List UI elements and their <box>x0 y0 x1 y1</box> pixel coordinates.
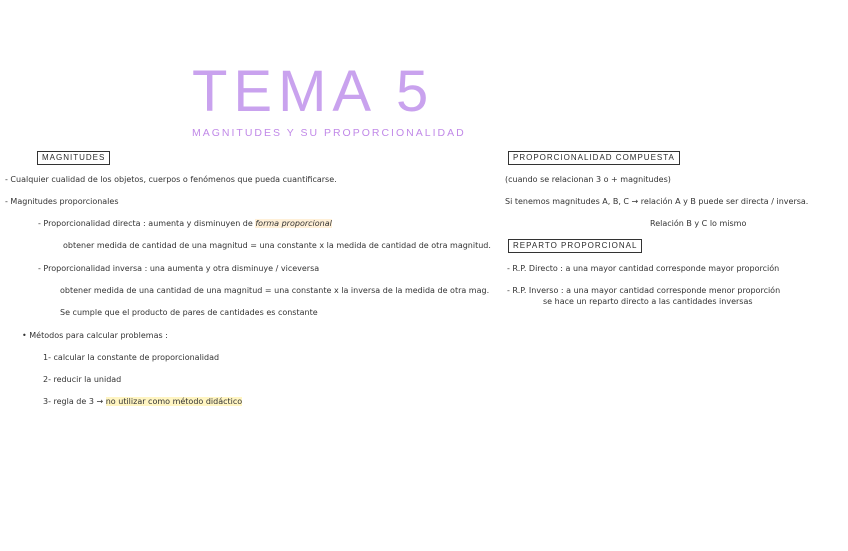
method-3-prefix: 3- regla de 3 → <box>43 397 104 406</box>
direct-proportionality-line <box>38 219 332 228</box>
definition-line: - Cualquier cualidad de los objetos, cuerpos o fenómenos que pueda cuantificarse. <box>5 175 337 184</box>
direct-prefix: - Proporcionalidad directa : aumenta y disminuyen de <box>38 219 253 228</box>
compound-line-3: Relación B y C lo mismo <box>650 219 747 228</box>
method-3-highlight: no utilizar como método didáctico <box>105 397 243 406</box>
methods-heading: • Métodos para calcular problemas : <box>22 331 168 340</box>
proportional-distribution-heading: REPARTO PROPORCIONAL <box>508 239 642 253</box>
compound-proportionality-heading: PROPORCIONALIDAD COMPUESTA <box>508 151 680 165</box>
inverse-proportionality-line: - Proporcionalidad inversa : una aumenta y otra disminuye / viceversa <box>38 264 320 273</box>
inverse-detail-line-1: obtener medida de una cantidad de una magnitud = una constante x la inversa de la medida de otra mag. <box>60 286 490 295</box>
page-subtitle: MAGNITUDES Y SU PROPORCIONALIDAD <box>192 127 466 139</box>
compound-line-2: Si tenemos magnitudes A, B, C → relación A y B puede ser directa / inversa. <box>505 197 809 206</box>
inverse-distribution-line: - R.P. Inverso : a una mayor cantidad corresponde menor proporción <box>507 286 781 295</box>
inverse-detail-line-2: Se cumple que el producto de pares de cantidades es constante <box>60 308 318 317</box>
page-title: TEMA 5 <box>192 59 435 124</box>
method-1: 1- calcular la constante de proporcionalidad <box>43 353 220 362</box>
inverse-distribution-detail: se hace un reparto directo a las cantidades inversas <box>543 297 753 306</box>
proportional-magnitudes-line: - Magnitudes proporcionales <box>5 197 119 206</box>
direct-highlight: forma proporcional <box>255 219 332 228</box>
magnitudes-heading: MAGNITUDES <box>37 151 110 165</box>
method-2: 2- reducir la unidad <box>43 375 122 384</box>
method-3 <box>43 397 242 406</box>
direct-detail-line: obtener medida de cantidad de una magnitud = una constante x la medida de cantidad de otra magnitud. <box>63 241 491 250</box>
compound-line-1: (cuando se relacionan 3 o + magnitudes) <box>505 175 671 184</box>
direct-distribution-line: - R.P. Directo : a una mayor cantidad corresponde mayor proporción <box>507 264 780 273</box>
